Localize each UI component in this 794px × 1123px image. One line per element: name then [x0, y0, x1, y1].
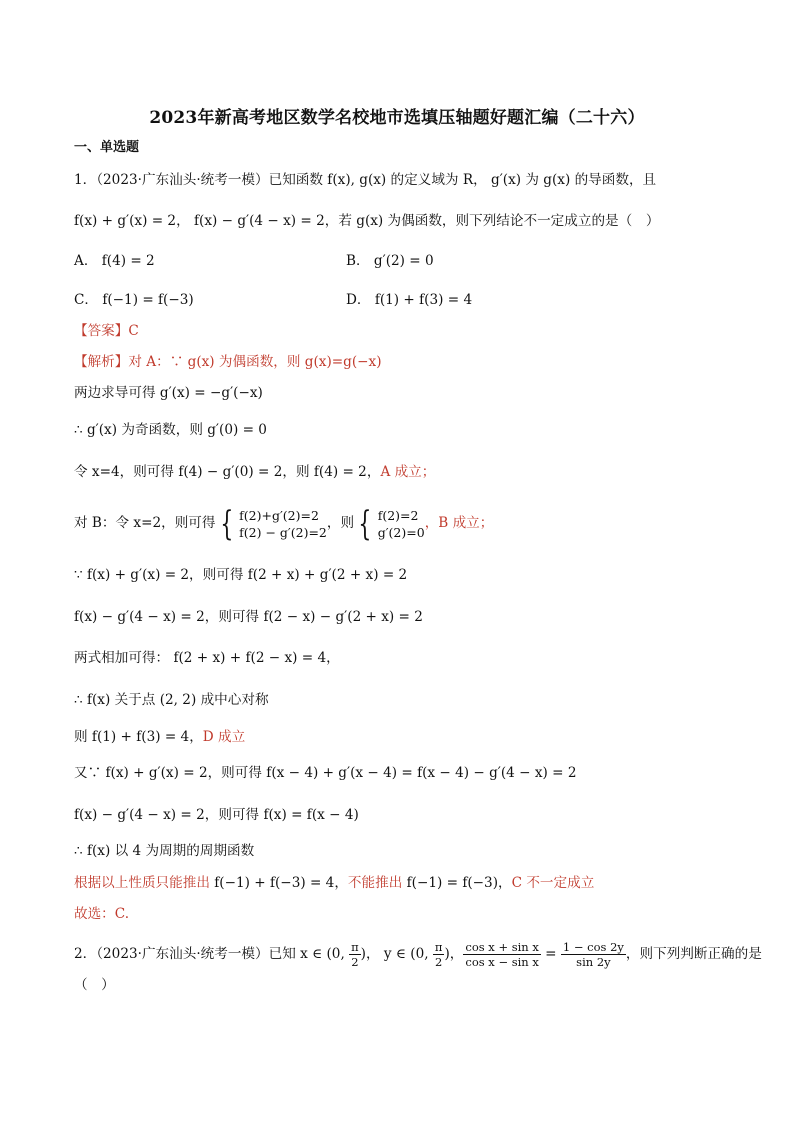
q1-option-d: D． f(1) + f(3) = 4	[346, 292, 473, 308]
answer-label: 【答案】	[74, 323, 129, 339]
q1-step-10: 又∵ f(x) + g′(x) = 2，则可得 f(x − 4) + g′(x − 4) = f(x − 4) − g′(4 − x) = 2	[74, 765, 577, 781]
system-1-eq-1: f(2)+g′(2)=2	[239, 507, 319, 523]
q1-step-13	[74, 873, 594, 893]
q1-analysis-intro	[74, 352, 382, 372]
q2-tail: ，则下列判断正确的是	[625, 946, 762, 962]
step-3-text: 令 x=4，则可得 f(4) − g′(0) = 2，则 f(4) = 2，	[74, 464, 381, 480]
section-heading: 一、单选题	[74, 140, 140, 155]
q1-step-12: ∴ f(x) 以 4 为周期的周期函数	[74, 843, 255, 859]
pi-over-2-fraction	[349, 940, 361, 969]
fraction-denominator: 2	[435, 955, 443, 969]
q2-equals: =	[540, 946, 561, 962]
step-9-text: 则 f(1) + f(3) = 4，	[74, 729, 203, 745]
step-9-conclusion: D 成立	[202, 729, 246, 745]
q1-option-c: C． f(−1) = f(−3)	[74, 292, 194, 308]
analysis-intro-text: 对 A：∵ g(x) 为偶函数，则 g(x)=g(−x)	[128, 354, 382, 370]
q2-middle: ， y ∈	[365, 946, 411, 962]
step-4-prefix: 对 B：令 x=2，则可得	[74, 515, 216, 531]
step-4-conclusion: ，B 成立；	[424, 515, 494, 531]
q1-step-5: ∵ f(x) + g′(x) = 2，则可得 f(2 + x) + g′(2 + x) = 2	[74, 567, 408, 583]
q1-stem-line1: 1．（2023·广东汕头·统考一模）已知函数 f(x), g(x) 的定义域为 R， g′(x) 为 g(x) 的导函数，且	[74, 172, 657, 188]
q1-step-11: f(x) − g′(4 − x) = 2，则可得 f(x) = f(x − 4)	[74, 807, 359, 823]
q1-step-9	[74, 727, 245, 747]
trig-fraction-left	[463, 940, 540, 969]
step-3-conclusion: A 成立；	[380, 464, 436, 480]
q2-interval-2-close: )	[444, 946, 450, 962]
q1-step-6: f(x) − g′(4 − x) = 2，则可得 f(2 − x) − g′(2 + x) = 2	[74, 609, 423, 625]
q1-step-8: ∴ f(x) 关于点 (2, 2) 成中心对称	[74, 692, 269, 708]
q1-stem-line2: f(x) + g′(x) = 2， f(x) − g′(4 − x) = 2，若 g(x) 为偶函数，则下列结论不一定成立的是（ ）	[74, 213, 660, 229]
q1-step-7: 两式相加可得： f(2 + x) + f(2 − x) = 4，	[74, 650, 340, 666]
step-13-d: f(−1) = f(−3)，	[402, 875, 512, 891]
left-brace-icon: {	[219, 503, 233, 544]
system-2-eq-2: g′(2)=0	[377, 524, 425, 540]
step-4-middle: ，则	[326, 515, 355, 531]
q1-option-b: B． g′(2) = 0	[346, 253, 434, 269]
q1-final-choice: 故选：C.	[74, 906, 130, 922]
fraction-denominator: cos x − sin x	[465, 955, 539, 969]
step-13-a: 根据以上性质只能推出	[74, 875, 210, 891]
page-title: 2023年新高考地区数学名校地市选填压轴题好题汇编（二十六）	[149, 108, 645, 128]
trig-fraction-right	[561, 940, 626, 969]
q2-answer-blank: （ ）	[74, 977, 115, 993]
left-brace-icon: {	[358, 503, 372, 544]
pi-over-2-fraction	[433, 940, 445, 969]
system-2-eq-1: f(2)=2	[377, 507, 419, 523]
step-13-b: f(−1) + f(−3) = 4，	[209, 875, 348, 891]
q2-stem-line1	[74, 934, 762, 974]
q2-interval-2-open: (0,	[410, 946, 433, 962]
q2-prefix: 2．（2023·广东汕头·统考一模）已知 x ∈	[74, 946, 327, 962]
q1-step-2: ∴ g′(x) 为奇函数，则 g′(0) = 0	[74, 422, 267, 438]
answer-value: C	[128, 323, 139, 339]
fraction-numerator: 1 − cos 2y	[562, 940, 624, 954]
q1-answer	[74, 321, 139, 341]
analysis-label: 【解析】	[74, 354, 129, 370]
fraction-denominator: 2	[351, 955, 359, 969]
equation-system-2	[378, 507, 425, 541]
fraction-numerator: π	[351, 940, 359, 954]
q2-comma: ，	[449, 946, 464, 962]
system-1-eq-2: f(2) − g′(2)=2	[239, 524, 327, 540]
fraction-denominator: sin 2y	[576, 955, 611, 969]
q2-interval-1-close: )	[360, 946, 366, 962]
q1-option-a: A． f(4) = 2	[74, 253, 155, 269]
q2-interval-1-open: (0,	[326, 946, 350, 962]
step-13-c: 不能推出	[347, 875, 403, 891]
q1-step-4	[74, 503, 494, 544]
fraction-numerator: π	[434, 940, 443, 954]
equation-system-1	[239, 507, 327, 541]
q1-step-3	[74, 462, 435, 482]
step-13-e: C 不一定成立	[511, 875, 595, 891]
fraction-numerator: cos x + sin x	[465, 940, 539, 954]
q1-step-1: 两边求导可得 g′(x) = −g′(−x)	[74, 385, 263, 401]
